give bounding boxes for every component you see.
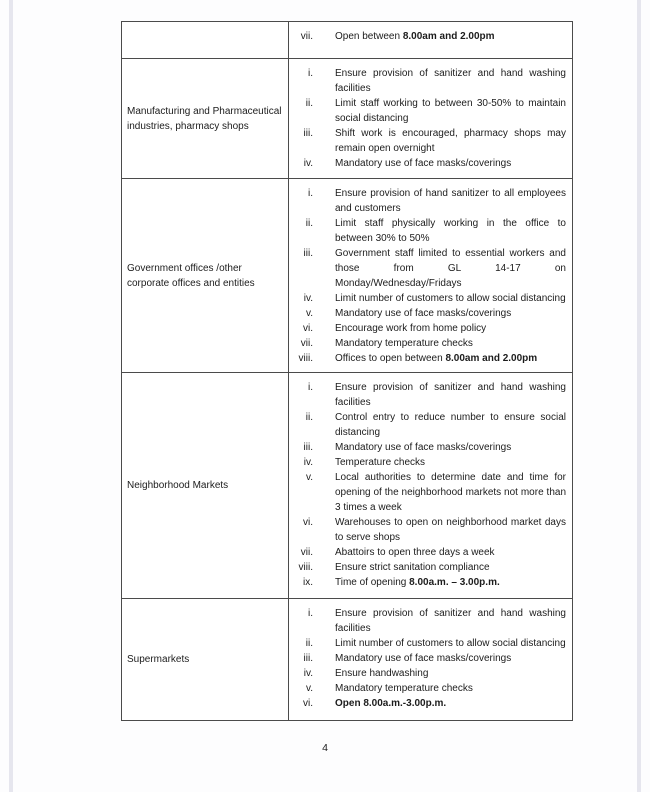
- table-row: [122, 598, 572, 720]
- item-text-segment: Mandatory use of face masks/coverings: [335, 158, 512, 169]
- item-text: [335, 29, 566, 44]
- item-roman-numeral: iv.: [303, 158, 313, 169]
- guideline-item: [292, 515, 566, 545]
- item-text-segment: Encourage work from home policy: [335, 323, 487, 334]
- guidelines-table: [121, 21, 573, 721]
- item-roman-numeral: ii.: [305, 412, 313, 423]
- guideline-item: [292, 651, 566, 666]
- measures-cell: [289, 599, 572, 720]
- item-text-segment: Ensure provision of sanitizer and hand washing facilities: [335, 608, 566, 634]
- item-roman-numeral: ii.: [305, 638, 313, 649]
- item-roman-numeral: iii.: [303, 128, 313, 139]
- guideline-item: [292, 681, 566, 696]
- guideline-item: [292, 606, 566, 636]
- item-roman-numeral: iv.: [303, 293, 313, 304]
- item-roman-numeral: i.: [308, 188, 313, 199]
- item-text-bold-segment: 8.00am and 2.00pm: [402, 31, 495, 42]
- item-text-segment: Mandatory temperature checks: [335, 338, 473, 349]
- item-text-segment: Limit number of customers to allow social distancing: [335, 293, 566, 304]
- item-roman-numeral: iii.: [303, 248, 313, 259]
- measures-cell: [289, 59, 572, 178]
- guideline-item: [292, 246, 566, 291]
- guideline-item: [292, 336, 566, 351]
- item-text-segment: Government staff limited to essential workers and those from GL 14-17 on Monday/Wednesday/Fridays: [335, 248, 566, 289]
- guideline-item: [292, 470, 566, 515]
- item-text: [335, 351, 566, 366]
- item-text: [335, 696, 566, 711]
- item-text: [335, 606, 566, 636]
- item-text: [335, 470, 566, 515]
- item-text: [335, 515, 566, 545]
- guideline-item: [292, 440, 566, 455]
- item-text: [335, 666, 566, 681]
- item-text: [335, 96, 566, 126]
- item-text-segment: Mandatory use of face masks/coverings: [335, 442, 512, 453]
- item-text-segment: Mandatory use of face masks/coverings: [335, 308, 512, 319]
- item-text: [335, 186, 566, 216]
- item-roman-numeral: i.: [308, 608, 313, 619]
- item-roman-numeral: viii.: [298, 353, 313, 364]
- item-text-bold-segment: 8.00a.m. – 3.00p.m.: [409, 577, 500, 588]
- guideline-item: [292, 575, 566, 590]
- scan-edge-right: [637, 0, 641, 792]
- item-roman-numeral: vii.: [300, 338, 313, 349]
- item-roman-numeral: iv.: [303, 457, 313, 468]
- item-text: [335, 291, 566, 306]
- guideline-item: [292, 545, 566, 560]
- item-text-segment: Offices to open between: [335, 353, 446, 364]
- item-roman-numeral: vii.: [300, 31, 313, 42]
- item-text-bold-segment: Open 8.00a.m.-3.00p.m.: [335, 698, 447, 709]
- item-text-segment: Warehouses to open on neighborhood market days to serve shops: [335, 517, 566, 543]
- item-text: [335, 636, 566, 651]
- item-roman-numeral: vi.: [303, 323, 313, 334]
- item-text-segment: Shift work is encouraged, pharmacy shops may remain open overnight: [335, 128, 566, 154]
- item-text: [335, 560, 566, 575]
- item-roman-numeral: vi.: [303, 698, 313, 709]
- item-text: [335, 321, 566, 336]
- guideline-item: [292, 666, 566, 681]
- item-text-segment: Mandatory use of face masks/coverings: [335, 653, 512, 664]
- guideline-item: [292, 126, 566, 156]
- table-row: [122, 58, 572, 178]
- guideline-item: [292, 696, 566, 711]
- table-row: [122, 22, 572, 58]
- item-text: [335, 66, 566, 96]
- item-text-segment: Open between: [335, 31, 403, 42]
- item-text: [335, 380, 566, 410]
- item-text: [335, 336, 566, 351]
- item-text-segment: Limit staff physically working in the office to between 30% to 50%: [335, 218, 566, 244]
- item-text-segment: Ensure handwashing: [335, 668, 429, 679]
- guideline-item: [292, 66, 566, 96]
- item-roman-numeral: iii.: [303, 442, 313, 453]
- category-cell: [122, 373, 289, 598]
- page-number: 4: [322, 742, 328, 754]
- measures-cell: [289, 179, 572, 372]
- guideline-item: [292, 380, 566, 410]
- item-text-segment: Ensure provision of hand sanitizer to all employees and customers: [335, 188, 566, 214]
- item-text: [335, 681, 566, 696]
- guideline-item: [292, 291, 566, 306]
- item-text: [335, 651, 566, 666]
- category-label-line: Neighborhood Markets: [127, 480, 229, 491]
- item-roman-numeral: ii.: [305, 98, 313, 109]
- category-label-line: Manufacturing and Pharmaceutical: [127, 105, 282, 117]
- item-roman-numeral: vii.: [300, 547, 313, 558]
- item-text: [335, 306, 566, 321]
- guideline-item: [292, 351, 566, 366]
- item-roman-numeral: v.: [305, 308, 313, 319]
- item-roman-numeral: viii.: [298, 562, 313, 573]
- item-text-segment: Limit staff working to between 30-50% to maintain social distancing: [335, 98, 566, 124]
- item-text-segment: Ensure provision of sanitizer and hand washing facilities: [335, 68, 566, 94]
- guideline-item: [292, 410, 566, 440]
- item-text: [335, 246, 566, 291]
- category-label-line: Government offices /other: [127, 262, 242, 274]
- item-roman-numeral: iii.: [303, 653, 313, 664]
- item-text: [335, 575, 566, 590]
- item-roman-numeral: iv.: [303, 668, 313, 679]
- category-label-line: corporate offices and entities: [127, 277, 255, 289]
- item-text-segment: Control entry to reduce number to ensure social distancing: [335, 412, 566, 438]
- guideline-item: [292, 96, 566, 126]
- category-cell: [122, 59, 289, 178]
- item-roman-numeral: ii.: [305, 218, 313, 229]
- guideline-item: [292, 156, 566, 171]
- item-roman-numeral: v.: [305, 472, 313, 483]
- guideline-item: [292, 29, 566, 44]
- table-row: [122, 372, 572, 598]
- item-text: [335, 216, 566, 246]
- guideline-item: [292, 636, 566, 651]
- category-label-line: industries, pharmacy shops: [127, 120, 249, 132]
- item-text-segment: Limit number of customers to allow social distancing: [335, 638, 566, 649]
- measures-cell: [289, 373, 572, 598]
- item-text-segment: Abattoirs to open three days a week: [335, 547, 495, 558]
- category-cell: [122, 599, 289, 720]
- table-row: [122, 178, 572, 372]
- guideline-item: [292, 186, 566, 216]
- scan-edge-left: [9, 0, 13, 792]
- item-text-segment: Local authorities to determine date and time for opening of the neighborhood markets not more than 3 times a week: [335, 472, 566, 513]
- guideline-item: [292, 560, 566, 575]
- guideline-item: [292, 455, 566, 470]
- category-cell: [122, 179, 289, 372]
- item-text: [335, 126, 566, 156]
- category-cell: [122, 22, 289, 58]
- item-roman-numeral: vi.: [303, 517, 313, 528]
- item-roman-numeral: v.: [305, 683, 313, 694]
- item-text: [335, 440, 566, 455]
- item-roman-numeral: ix.: [303, 577, 313, 588]
- item-text-segment: Ensure provision of sanitizer and hand washing facilities: [335, 382, 566, 408]
- item-roman-numeral: i.: [308, 68, 313, 79]
- item-text: [335, 410, 566, 440]
- item-text-bold-segment: 8.00am and 2.00pm: [445, 353, 538, 364]
- item-text: [335, 455, 566, 470]
- guideline-item: [292, 216, 566, 246]
- item-text: [335, 545, 566, 560]
- item-text: [335, 156, 566, 171]
- guideline-item: [292, 321, 566, 336]
- item-text-segment: Mandatory temperature checks: [335, 683, 473, 694]
- item-text-segment: Ensure strict sanitation compliance: [335, 562, 490, 573]
- measures-cell: [289, 22, 572, 58]
- category-label-line: Supermarkets: [127, 654, 190, 665]
- item-roman-numeral: i.: [308, 382, 313, 393]
- item-text-segment: Time of opening: [335, 577, 410, 588]
- item-text-segment: Temperature checks: [335, 457, 426, 468]
- guideline-item: [292, 306, 566, 321]
